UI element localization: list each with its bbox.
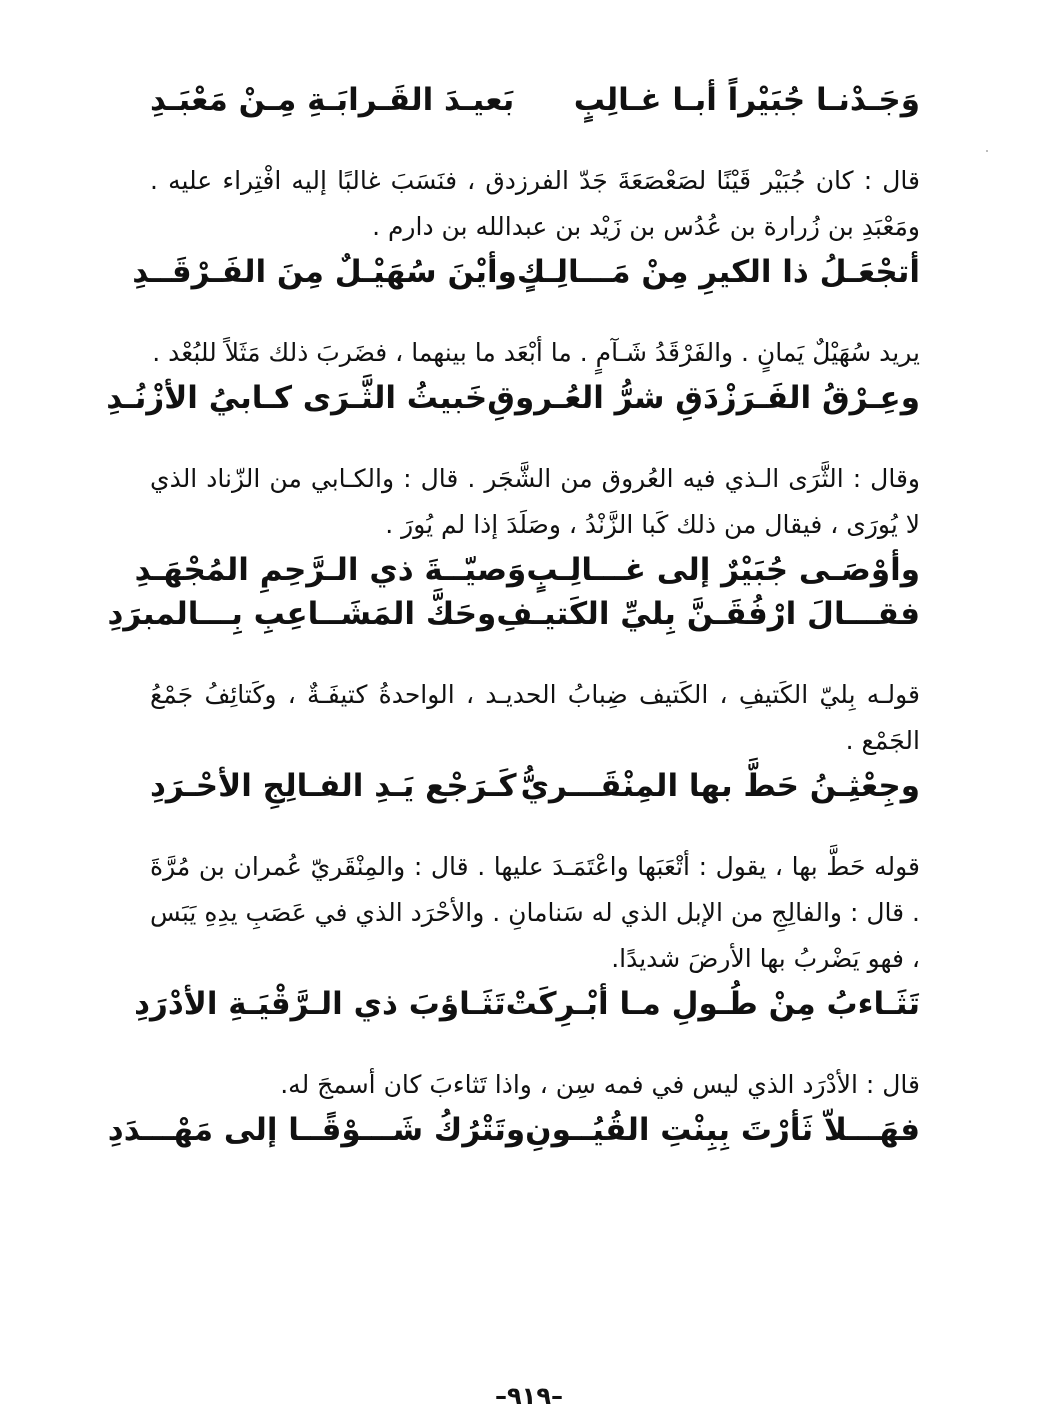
verse-hemistich-right: فهَـــلاّ ثَأرْتَ بِبِنْتِ القُيُــونِ — [525, 1112, 920, 1148]
verse-hemistich-left: خَبيثُ الثَّـرَى كـابيُ الأزْنُـدِ — [106, 380, 488, 416]
commentary-paragraph-3: وقال : الثَّرَى الـذي فيه العُروق من الشَّجَر . قال : والكـابي من الزّناد الذي لا يُورَى ، فيقال من ذلك كَبا الزَّنْدُ ، وصَلَدَ إذا لم يُورَ . — [150, 464, 920, 539]
verse-line-6 — [150, 764, 920, 808]
page-body — [106, 78, 920, 1378]
verse-hemistich-left: وَصيّــةَ ذي الـرَّحِمِ المُجْهَـدِ — [134, 552, 527, 588]
verse-line-4 — [134, 548, 920, 592]
commentary-paragraph-6: قال : الأدْرَد الذي ليس في فمه سِن ، واذا تَثاءبَ كان أسمجَ له. — [280, 1070, 920, 1099]
verse-line-5 — [107, 592, 920, 636]
verse-line-2 — [132, 250, 920, 294]
verse-hemistich-right: وَجَـدْنـا جُبَيْراً أبـا غـالِبٍ — [573, 82, 920, 118]
commentary-paragraph-2: يريد سُهَيْلٌ يَمانٍ . والفَرْقَدُ شَـآمٍ . ما أبْعَد ما بينهما ، فضَربَ ذلك مَثَلاً للبُعْد . — [152, 338, 920, 367]
verse-line-3 — [106, 376, 920, 420]
verse-hemistich-right: وجِعْثِـنُ حَطَّ بها المِنْقَـــريُّ — [520, 768, 920, 804]
verse-hemistich-right: وأوْصَـى جُبَيْرٌ إلى غـــالِـبٍ — [526, 552, 920, 588]
verse-hemistich-left: وتَتْرُكُ شَـــوْقًــا إلى مَهْـــدَدِ — [107, 1112, 526, 1148]
verse-hemistich-left: وحَكَّ المَشَــاعِبِ بِـــالمبرَدِ — [107, 596, 497, 632]
verse-hemistich-right: وعِـرْقُ الفَـرَزْدَقِ شرُّ العُـروقِ — [487, 380, 920, 416]
verse-hemistich-left: كَـرَجْع يَـدِ الفـالِجِ الأحْـرَدِ — [150, 768, 517, 804]
commentary-paragraph-4: قولـه بِليّ الكَتيفِ ، الكَتيف ضِبابُ الحديـد ، الواحدةُ كتيفَـةٌ ، وكَتائِفُ جَمْعُ الجَمْع . — [150, 680, 920, 755]
verse-line-7 — [134, 982, 920, 1026]
commentary-paragraph-1: قال : كان جُبَيْر قَيْنًا لصَعْصَعَةَ جَدّ الفرزدق ، فنَسَبَ غالبًا إليه افْتِراء عليه . ومَعْبَدِ بن زُرارة بن عُدُس بن زَيْد بن عبدالله بن دارم . — [150, 166, 920, 241]
scan-speck — [986, 150, 988, 152]
verse-hemistich-left: بَعيـدَ القَـرابَـةِ مِـنْ مَعْبَـدِ — [150, 82, 515, 118]
verse-hemistich-right: تَثَـاءبُ مِنْ طُـولِ مـا أبْـرِكَتْ — [505, 986, 920, 1022]
verse-line-8 — [107, 1108, 920, 1152]
verse-line-1 — [150, 78, 920, 122]
verse-hemistich-right: أتجْعَـلُ ذا الكيرِ مِنْ مَـــالِـكٍ — [516, 254, 920, 290]
commentary-paragraph-5: قوله حَطَّ بها ، يقول : أتْعَبَها واعْتَمَـدَ عليها . قال : والمِنْقَريّ عُمران بن مُرَّةَ . قال : والفالِجِ من الإبل الذي له سَنامانِ . والأحْرَد الذي في عَصَبِ يدِهِ يَبَس ، فهو يَضْربُ بها الأرضَ شديدًا. — [150, 852, 920, 973]
verse-hemistich-left: تَثَـاؤبَ ذي الـرَّقْيَـةِ الأدْرَدِ — [134, 986, 506, 1022]
verse-hemistich-right: فقـــالَ ارْفُقَـنَّ بِليِّ الكَتيـفِ — [496, 596, 920, 632]
page-number: –٩١٩– — [495, 1382, 563, 1410]
verse-hemistich-left: وأيْنَ سُهَيْـلٌ مِنَ الفَـرْقَــدِ — [132, 254, 517, 290]
